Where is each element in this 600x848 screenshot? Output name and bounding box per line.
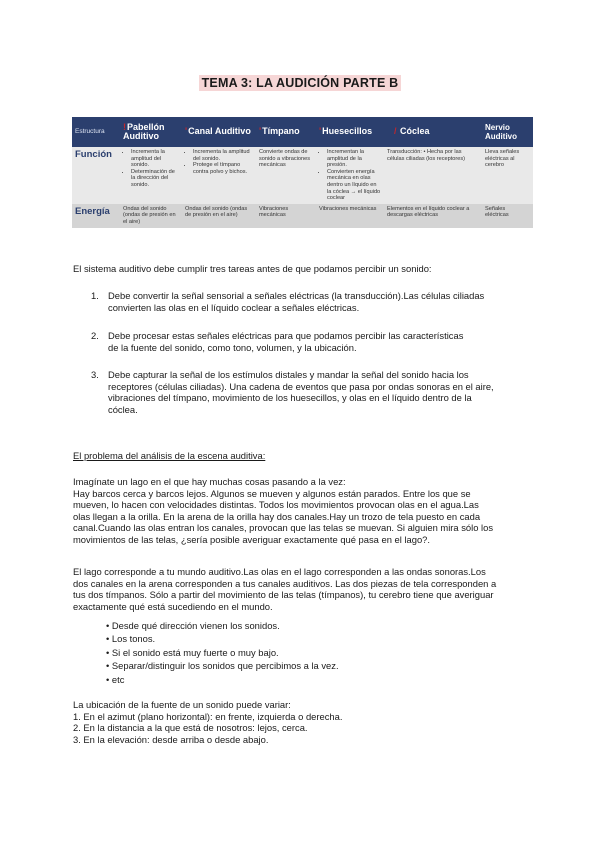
header-coclea: / Cóclea xyxy=(384,117,482,147)
header-canal: 'Canal Auditivo xyxy=(182,117,256,147)
list-item: • Si el sonido está muy fuerte o muy bajo. xyxy=(106,646,279,658)
row-label-funcion: Función xyxy=(72,147,120,204)
header-pabellon: !Pabellón Auditivo xyxy=(120,117,182,147)
table-cell: • Incrementa la amplitud del sonido. • Protege el tímpano contra polvo y bichos. xyxy=(182,147,256,204)
paragraph-lake: Imagínate un lago en el que hay muchas cosas pasando a la vez: Hay barcos cerca y barcos lejos. Algunos se mueven y algunos están parados. Entre los que se mueven, lo hacen con velocidades distintas. Todos los movimientos provocan olas en el agua.Las olas llegan a la orilla. En la arena de la orilla hay dos canales.Hay un trozo de tela puesto en cada canal.Cuando las olas entran los canales, provocan que las telas se muevan. Si alguien mira sólo los movimientos de las telas, ¿sería posible averiguar exactamente qué pasa en el lago?. xyxy=(73,476,494,545)
header-timpano: 'Tímpano xyxy=(256,117,316,147)
table-cell: Lleva señales eléctricas al cerebro xyxy=(482,147,533,204)
red-mark-icon: / xyxy=(394,126,397,137)
task-item: 1. Debe convertir la señal sensorial a señales eléctricas (la transducción).Las células ciliadas convierten las olas en el líquido coclear a señales eléctricas. xyxy=(91,290,485,313)
paragraph-location: La ubicación de la fuente de un sonido puede variar: 1. En el azimut (plano horizontal): en frente, izquierda o derecha. 2. En la distancia a la que está de nosotros: lejos, cerca. 3. En la elevación: desde arriba o desde abajo. xyxy=(73,699,343,745)
header-corner: Estructura xyxy=(72,117,120,147)
intro-text: El sistema auditivo debe cumplir tres tareas antes de que podamos percibir un sonido: xyxy=(73,263,432,274)
table-cell: Vibraciones mecánicas xyxy=(256,204,316,228)
list-item: • Separar/distinguir los sonidos que percibimos a la vez. xyxy=(106,660,339,672)
list-item: • Desde qué dirección vienen los sonidos. xyxy=(106,620,280,631)
list-item: • Los tonos. xyxy=(106,633,156,645)
row-label-energia: Energía xyxy=(72,204,120,228)
table-cell: Señales eléctricas xyxy=(482,204,533,228)
table-cell: Transducción: • Hecha por las células ciliadas (los receptores) xyxy=(384,147,482,204)
table-row-energia xyxy=(72,204,533,228)
table-cell: Convierte ondas de sonido a vibraciones mecánicas xyxy=(256,147,316,204)
table-cell: Elementos en el líquido coclear a descargas eléctricas xyxy=(384,204,482,228)
section-heading: El problema del análisis de la escena auditiva: xyxy=(73,450,266,461)
task-item: 2. Debe procesar estas señales eléctricas para que podamos percibir las características de la fuente del sonido, como tono, volumen, y la ubicación. xyxy=(91,330,464,353)
paragraph-mapping: El lago corresponde a tu mundo auditivo.Las olas en el lago corresponden a las ondas sonoras.Los dos canales en la arena corresponden a tus canales auditivos. Las dos piezas de tela corresponden a tus dos tímpanos. Sólo a partir del movimiento de las telas (tímpanos), tu cerebro tiene que averiguar exactamente qué está sucediendo en el mundo. xyxy=(73,566,497,612)
task-item: 3. Debe capturar la señal de los estímulos distales y mandar la señal del sonido hacia los receptores (células ciliadas). Una cadena de eventos que pasa por ondas sonoras en el aire, vibraciones del tímpano, movimiento de los huesecillos, y olas en el líquido dentro de la cóclea. xyxy=(91,369,494,415)
table-header-row xyxy=(72,117,533,147)
red-mark-icon: ' xyxy=(259,126,262,137)
red-mark-icon: ' xyxy=(319,126,322,137)
list-item: • etc xyxy=(106,673,125,685)
page-title-wrap xyxy=(0,74,600,92)
table-cell: Ondas del sonido (ondas de presión en el aire) xyxy=(182,204,256,228)
page-title: TEMA 3: LA AUDICIÓN PARTE B xyxy=(199,75,402,91)
header-huesecillos: 'Huesecillos xyxy=(316,117,384,147)
header-nervio: Nervio Auditivo xyxy=(482,117,533,147)
table-cell: Ondas del sonido (ondas de presión en el aire) xyxy=(120,204,182,228)
red-mark-icon: ' xyxy=(185,126,188,137)
bullet-list xyxy=(106,619,339,686)
table-cell: • Incrementa la amplitud del sonido. • Determinación de la dirección del sonido. xyxy=(120,147,182,204)
table-row-funcion xyxy=(72,147,533,204)
auditory-structures-table xyxy=(72,117,533,228)
red-mark-icon: ! xyxy=(123,121,126,132)
table-cell: • Incrementan la amplitud de la presión. • Convierten energía mecánica en olas dentro un líquido en la cóclea → el líquido coclear xyxy=(316,147,384,204)
table-cell: Vibraciones mecánicas xyxy=(316,204,384,228)
